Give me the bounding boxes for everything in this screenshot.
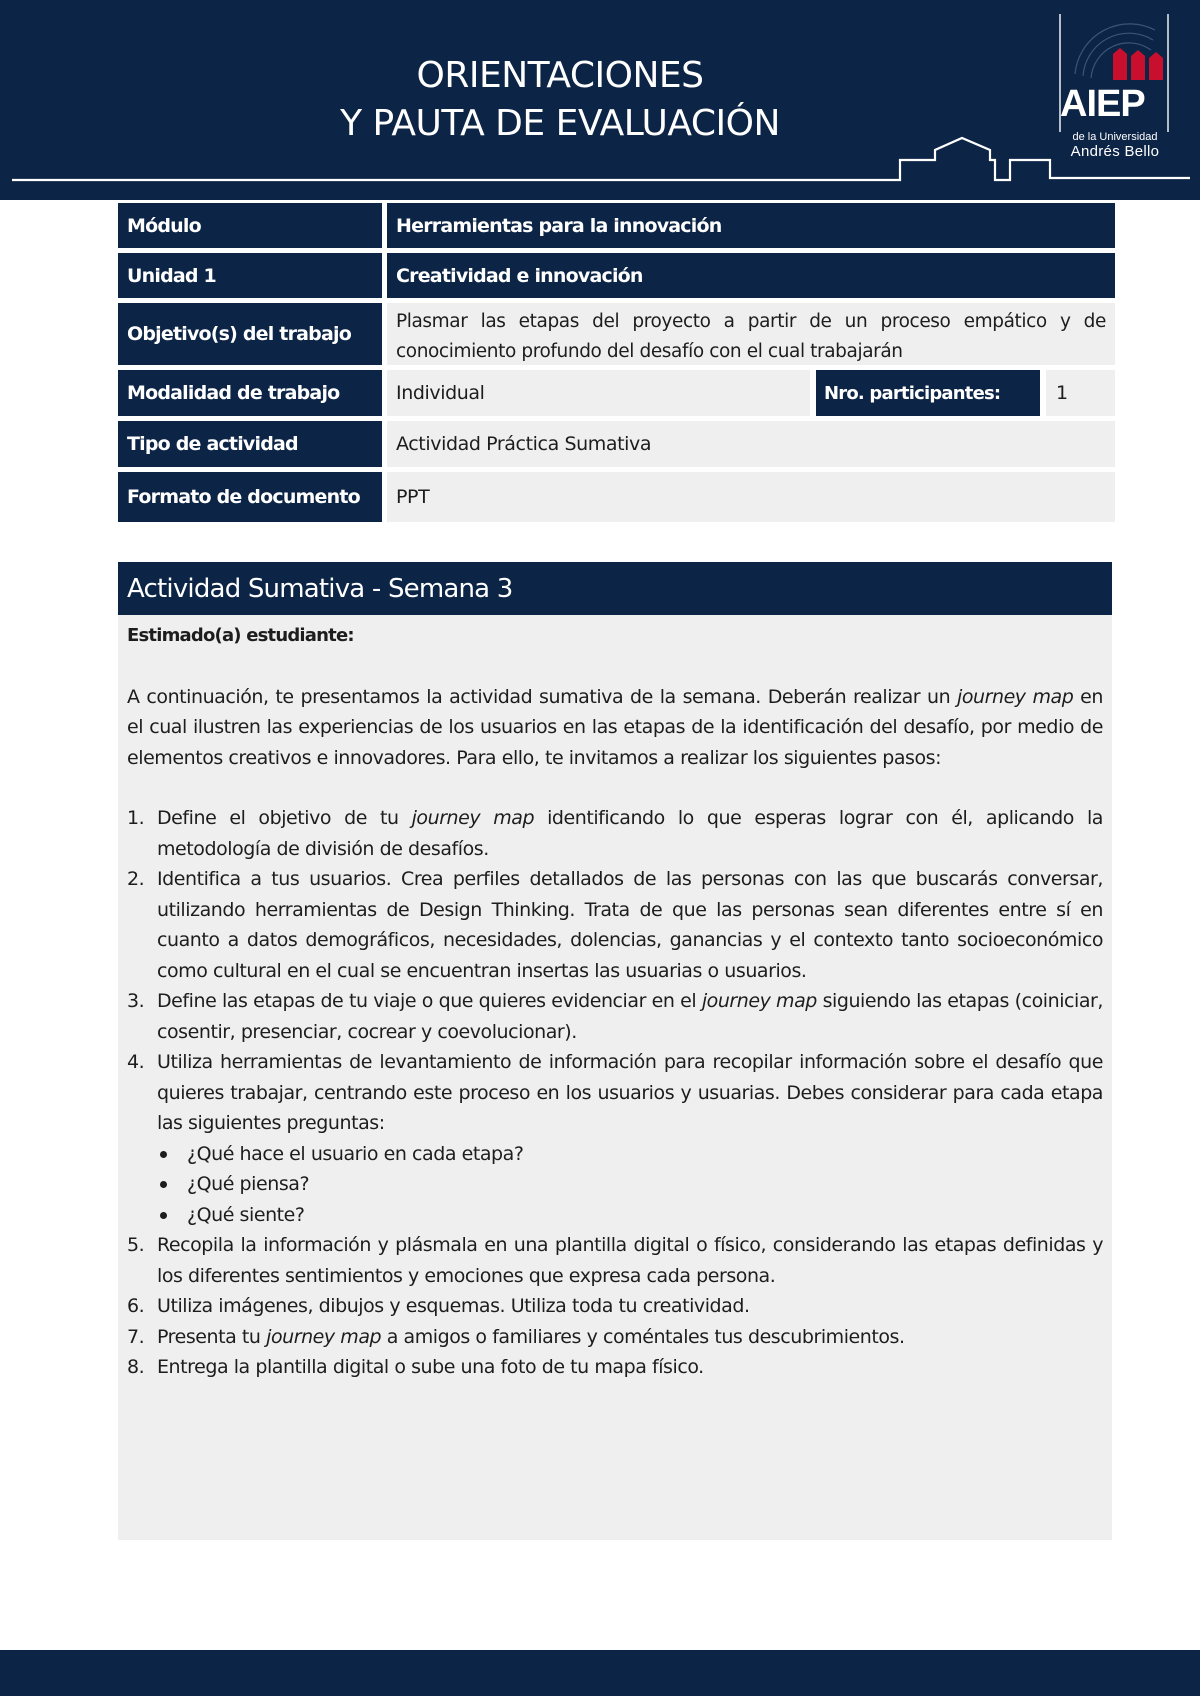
- step-item: [127, 1352, 1103, 1383]
- step-item: [127, 1047, 1103, 1230]
- question-text: ¿Qué hace el usuario en cada etapa?: [187, 1142, 524, 1165]
- page-title-line1: ORIENTACIONES: [416, 55, 704, 96]
- info-row-modulo: [118, 203, 1115, 248]
- question-text: ¿Qué siente?: [187, 1203, 305, 1226]
- info-value-modalidad: Individual: [387, 370, 810, 416]
- info-row-formato: [118, 472, 1115, 522]
- intro-text-2: en el cual ilustren las experiencias de los usuarios en las etapas de la identificación del desafío, por medio de elementos creativos e innovadores. Para ello, te invitamos a realizar los siguientes pasos:: [127, 685, 1103, 769]
- activity-panel: [118, 562, 1112, 1540]
- logo-wordmark: AIEP: [1060, 83, 1145, 125]
- info-label-objetivo: Objetivo(s) del trabajo: [118, 303, 382, 365]
- intro-emphasis: journey map: [957, 685, 1074, 708]
- info-label-unidad: Unidad 1: [118, 253, 382, 298]
- step-text: Utiliza imágenes, dibujos y esquemas. Utiliza toda tu creatividad.: [157, 1295, 750, 1317]
- info-value-participants: 1: [1046, 370, 1115, 416]
- logo-subtitle-university: de la Universidad: [1072, 131, 1158, 143]
- question-bullet: [157, 1139, 1103, 1170]
- step-item: [127, 803, 1103, 864]
- question-bullet-list: [157, 1139, 1103, 1231]
- intro-paragraph: [127, 682, 1103, 774]
- info-label-modalidad: Modalidad de trabajo: [118, 370, 382, 416]
- document-footer-band: [0, 1650, 1200, 1696]
- step-item: [127, 986, 1103, 1047]
- step-item: [127, 1291, 1103, 1322]
- step-number: 8.: [127, 1356, 145, 1378]
- info-row-modalidad: [118, 370, 1115, 416]
- info-row-tipo: [118, 421, 1115, 467]
- step-text: Define el objetivo de tu: [157, 807, 412, 829]
- step-text: identificando lo que esperas lograr con él, aplicando la metodología de división de desafíos.: [157, 807, 1103, 860]
- question-text: ¿Qué piensa?: [187, 1173, 310, 1195]
- question-bullet: [157, 1169, 1103, 1200]
- info-label-tipo: Tipo de actividad: [118, 421, 382, 467]
- steps-list: [127, 803, 1103, 1383]
- bullet-dot-icon: [160, 1181, 167, 1188]
- step-text: Presenta tu: [157, 1325, 267, 1348]
- step-text: siguiendo las etapas (coiniciar, cosentir, presenciar, cocrear y coevolucionar).: [157, 990, 1103, 1043]
- step-item: [127, 864, 1103, 986]
- step-number: 5.: [127, 1234, 145, 1256]
- document-header: [0, 0, 1200, 200]
- greeting-text: Estimado(a) estudiante:: [127, 625, 354, 646]
- step-text: Recopila la información y plásmala en una plantilla digital o físico, considerando las etapas definidas y los diferentes sentimientos y emociones que expresa cada persona.: [157, 1234, 1103, 1287]
- step-number: 7.: [127, 1325, 145, 1348]
- activity-body: [127, 621, 1103, 1383]
- activity-heading: Actividad Sumativa - Semana 3: [118, 562, 1112, 615]
- step-number: 6.: [127, 1295, 145, 1317]
- page-title: [180, 52, 940, 148]
- bullet-dot-icon: [160, 1212, 167, 1219]
- step-text: Identifica a tus usuarios. Crea perfiles detallados de las personas con las que buscarás conversar, utilizando herramientas de Design Thinking. Trata de que las personas sean diferentes entre sí en cuanto a datos demográficos, necesidades, dolencias, ganancias y el contexto tanto socioeconómico como cultural en el cual se encuentran insertas las usuarias o usuarios.: [157, 868, 1103, 982]
- page-title-line2: Y PAUTA DE EVALUACIÓN: [340, 103, 780, 144]
- step-emphasis: journey map: [266, 1325, 382, 1348]
- intro-text-1: A continuación, te presentamos la actividad sumativa de la semana. Deberán realizar un: [127, 685, 958, 708]
- step-text: Utiliza herramientas de levantamiento de información para recopilar información sobre el desafío que quieres trabajar, centrando este proceso en los usuarios y usuarias. Debes considerar para cada etapa las siguientes preguntas:: [157, 1051, 1103, 1134]
- info-value-formato: PPT: [387, 472, 1115, 522]
- info-label-formato: Formato de documento: [118, 472, 382, 522]
- step-emphasis: journey map: [701, 990, 817, 1012]
- info-value-unidad: Creatividad e innovación: [387, 253, 1115, 298]
- logo-subtitle-name: Andrés Bello: [1070, 143, 1160, 160]
- step-number: 3.: [127, 990, 145, 1012]
- step-number: 1.: [127, 807, 145, 829]
- step-text: a amigos o familiares y coméntales tus descubrimientos.: [381, 1325, 905, 1348]
- info-row-unidad: [118, 253, 1115, 298]
- course-info-table: [118, 203, 1115, 527]
- step-item: [127, 1230, 1103, 1291]
- step-item: [127, 1322, 1103, 1353]
- info-value-tipo: Actividad Práctica Sumativa: [387, 421, 1115, 467]
- info-value-objetivo: Plasmar las etapas del proyecto a partir de un proceso empático y de conocimiento profundo del desafío con el cual trabajarán: [387, 303, 1115, 365]
- info-label-modulo: Módulo: [118, 203, 382, 248]
- info-value-modulo: Herramientas para la innovación: [387, 203, 1115, 248]
- step-text: Define las etapas de tu viaje o que quieres evidenciar en el: [157, 990, 702, 1012]
- info-row-objetivo: [118, 303, 1115, 365]
- step-emphasis: journey map: [411, 807, 535, 829]
- bullet-dot-icon: [160, 1151, 167, 1158]
- step-number: 2.: [127, 868, 145, 890]
- question-bullet: [157, 1200, 1103, 1231]
- step-text: Entrega la plantilla digital o sube una foto de tu mapa físico.: [157, 1356, 704, 1378]
- step-number: 4.: [127, 1051, 145, 1073]
- info-label-participants: Nro. participantes:: [816, 370, 1040, 416]
